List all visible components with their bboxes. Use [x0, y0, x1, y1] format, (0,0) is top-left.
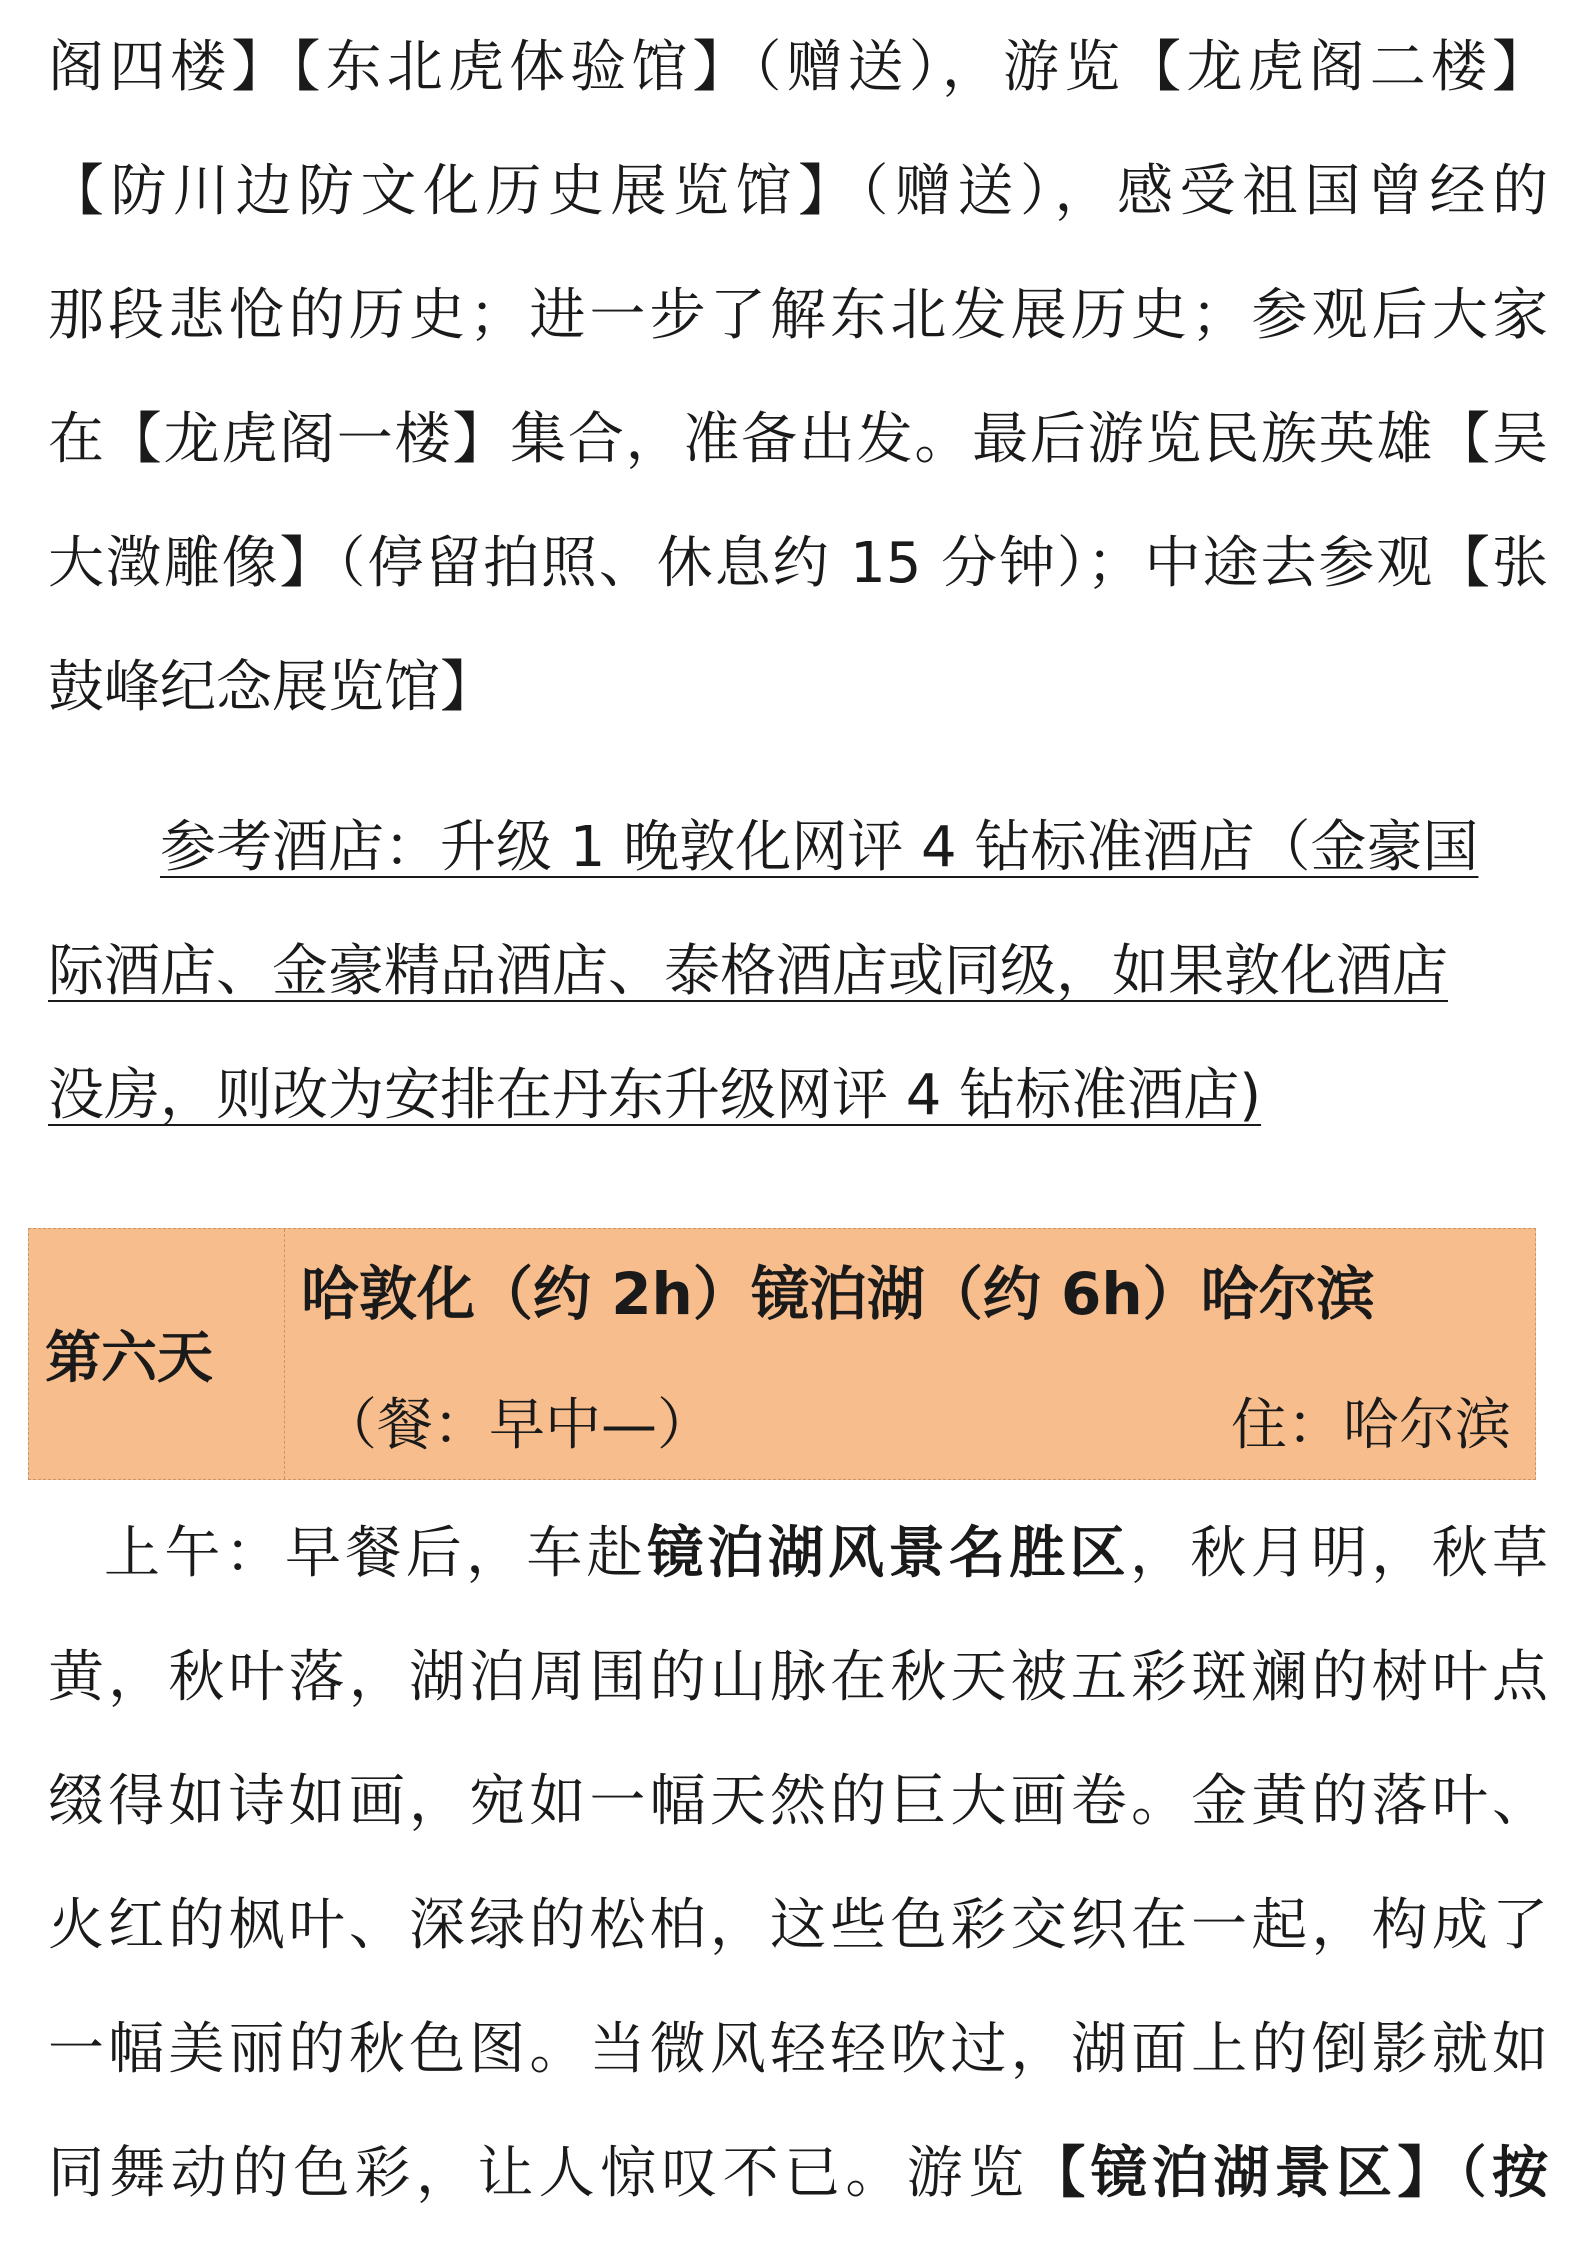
day-meals: （餐：早中—）: [321, 1393, 713, 1458]
hotel-note-text: 参考酒店：升级 1 晚敦化网评 4 钻标准酒店（金豪国: [160, 815, 1479, 880]
text-line: 一幅美丽的秋色图。当微风轻轻吹过，湖面上的倒影就如: [48, 2017, 1548, 2082]
itinerary-paragraph-day6: [48, 1492, 1548, 2236]
hotel-note-line: [48, 910, 1548, 1034]
hotel-note-text: 没房，则改为安排在丹东升级网评 4 钻标准酒店): [48, 1063, 1262, 1128]
text-line: 缀得如诗如画，宛如一幅天然的巨大画卷。金黄的落叶、: [48, 1769, 1548, 1834]
day-label: 第六天: [29, 1229, 285, 1479]
scenic-spot-name: 【镜泊湖景区】（按: [1029, 2141, 1549, 2206]
hotel-note-line: [48, 1034, 1548, 1158]
day-header-box: [28, 1228, 1536, 1480]
text-line: 在【龙虎阁一楼】集合，准备出发。最后游览民族英雄【吴: [48, 407, 1548, 472]
day-accommodation: 住：哈尔滨: [1231, 1393, 1511, 1458]
text-line: 鼓峰纪念展览馆】: [48, 655, 496, 720]
hotel-note-line: [48, 786, 1548, 910]
hotel-reference-note: [48, 786, 1548, 1158]
hotel-note-text: 际酒店、金豪精品酒店、泰格酒店或同级，如果敦化酒店: [48, 939, 1448, 1004]
day-route: 哈敦化（约 2h）镜泊湖（约 6h）哈尔滨: [301, 1260, 1375, 1328]
text-line: [48, 1492, 1548, 1616]
text-fragment: 上午：早餐后，车赴: [104, 1521, 648, 1586]
text-line: 那段悲怆的历史；进一步了解东北发展历史；参观后大家: [48, 283, 1548, 348]
text-line: 阁四楼】【东北虎体验馆】（赠送），游览【龙虎阁二楼】: [48, 35, 1548, 100]
text-line: 黄，秋叶落，湖泊周围的山脉在秋天被五彩斑斓的树叶点: [48, 1645, 1548, 1710]
text-line: [48, 2112, 1548, 2236]
day-info: [285, 1229, 1535, 1479]
text-fragment: ，秋月明，秋草: [1129, 1521, 1549, 1586]
text-fragment: 同舞动的色彩，让人惊叹不已。游览: [48, 2141, 1030, 2206]
text-line: 大澂雕像】（停留拍照、休息约 15 分钟）；中途去参观【张: [48, 531, 1548, 596]
itinerary-paragraph-day5: [48, 6, 1548, 750]
scenic-area-name: 镜泊湖风景名胜区: [647, 1521, 1130, 1586]
text-line: 火红的枫叶、深绿的松柏，这些色彩交织在一起，构成了: [48, 1893, 1548, 1958]
text-line: 【防川边防文化历史展览馆】（赠送），感受祖国曾经的: [48, 159, 1548, 224]
